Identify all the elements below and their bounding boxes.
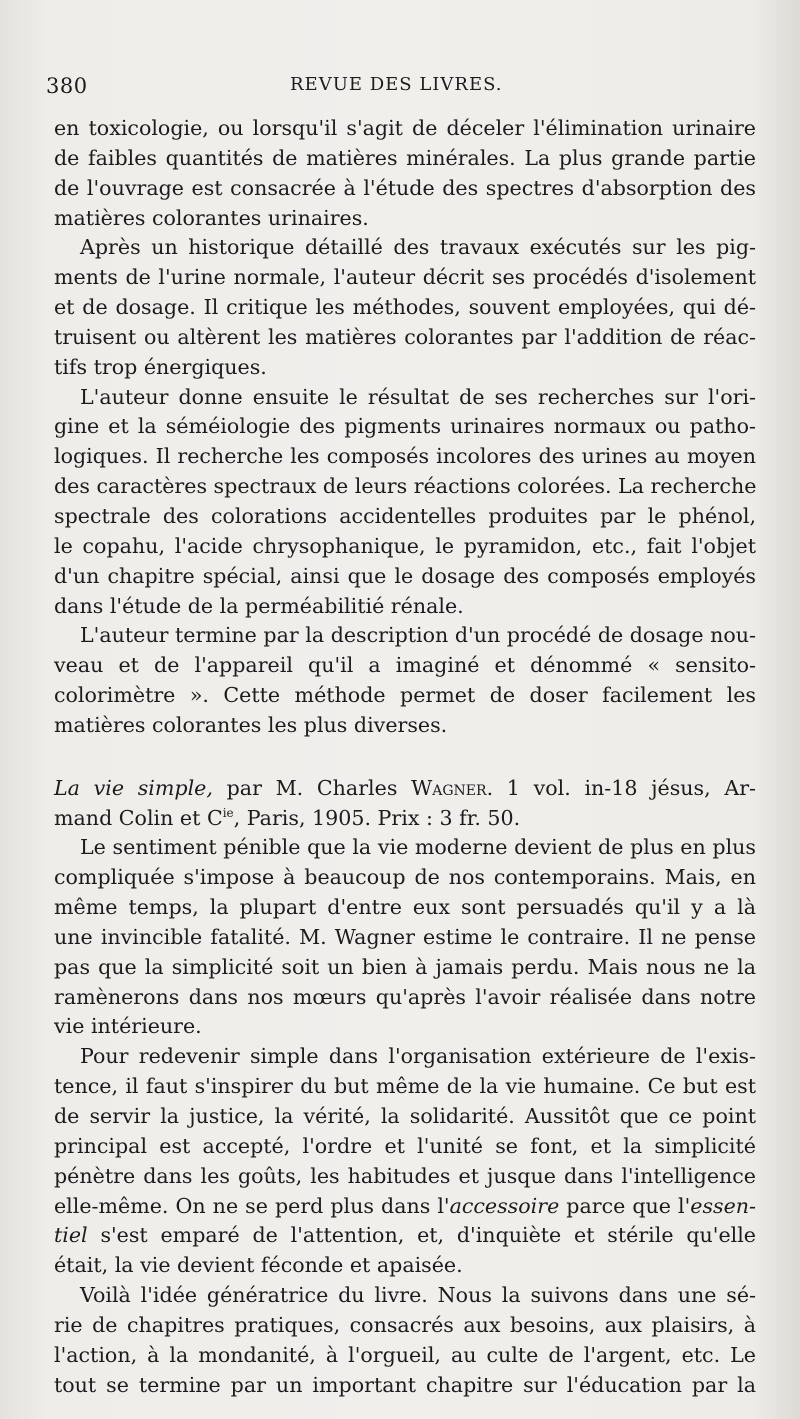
text-run: elle-même. On ne se perd plus dans l' bbox=[54, 1193, 450, 1218]
publisher: mand Colin et C bbox=[54, 805, 223, 830]
text-line: des caractères spectraux de leurs réactions colorées. La recherche bbox=[54, 474, 757, 499]
text-line bbox=[54, 1192, 756, 1222]
italic-term: tiel bbox=[54, 1223, 88, 1248]
text-line: tout se termine par un important chapitre sur l'éducation par la bbox=[54, 1372, 756, 1397]
text-line: pénètre dans les goûts, les habitudes et jusque dans l'intelligence bbox=[54, 1163, 756, 1188]
text-line: principal est accepté, l'ordre et l'unité se font, et la simplicité bbox=[54, 1133, 756, 1158]
running-head: REVUE DES LIVRES. bbox=[290, 74, 503, 95]
text-line: vie intérieure. bbox=[54, 1014, 202, 1039]
text-line: tence, il faut s'inspirer du but même de la vie humaine. Ce but est bbox=[54, 1074, 756, 1099]
text-line: spectrale des colorations accidentelles produites par le phénol, bbox=[54, 503, 756, 528]
text-line: dans l'étude de la perméabilitié rénale. bbox=[54, 593, 464, 618]
text-run: parce que l' bbox=[559, 1193, 691, 1218]
paragraph bbox=[54, 233, 756, 382]
text-line: le copahu, l'acide chrysophanique, le pyramidon, etc., fait l'objet bbox=[54, 533, 756, 558]
paragraph bbox=[54, 833, 756, 1042]
text-line: ramènerons dans nos mœurs qu'après l'avoir réalisée dans notre bbox=[54, 984, 756, 1009]
italic-term: essen- bbox=[690, 1193, 756, 1218]
text-line: pas que la simplicité soit un bien à jamais perdu. Mais nous ne la bbox=[54, 954, 756, 979]
text-line: même temps, la plupart d'entre eux sont persuadés qu'il y a là bbox=[54, 895, 756, 920]
text-line: une invincible fatalité. M. Wagner estime le contraire. Il ne pense bbox=[54, 924, 756, 949]
text-line: en toxicologie, ou lorsqu'il s'agit de déceler l'élimination urinaire bbox=[54, 116, 756, 140]
page-number: 380 bbox=[46, 74, 88, 98]
paragraph bbox=[54, 383, 756, 622]
text-line: était, la vie devient féconde et apaisée. bbox=[54, 1253, 463, 1278]
text-line: gine et la séméiologie des pigments urinaires normaux ou patho- bbox=[54, 414, 756, 439]
page-body bbox=[54, 114, 756, 1400]
book-title: La vie simple, bbox=[54, 775, 213, 800]
paragraph bbox=[54, 621, 756, 740]
text-line: de servir la justice, la vérité, la solidarité. Aussitôt que ce point bbox=[54, 1104, 756, 1128]
text-run: s'est emparé de l'attention, et, d'inquiète et stérile qu'elle bbox=[87, 1223, 756, 1248]
citation-line bbox=[54, 804, 756, 834]
publisher-sup: ie bbox=[222, 805, 234, 820]
paragraph bbox=[54, 1281, 756, 1400]
text-line: colorimètre ». Cette méthode permet de doser facilement les bbox=[54, 683, 756, 708]
text-line: compliquée s'impose à beaucoup de nos contemporains. Mais, en bbox=[54, 865, 756, 890]
text-line: Pour redevenir simple dans l'organisation extérieure de l'exis- bbox=[80, 1044, 756, 1069]
text-line: de faibles quantités de matières minérales. La plus grande partie bbox=[54, 145, 756, 170]
section-gap bbox=[54, 741, 756, 774]
text-line: Le sentiment pénible que la vie moderne devient de plus en plus bbox=[80, 835, 756, 860]
text-line: matières colorantes urinaires. bbox=[54, 205, 369, 230]
text-line: et de dosage. Il critique les méthodes, souvent employées, qui dé- bbox=[54, 295, 756, 320]
citation-details: . 1 vol. in-18 jésus, Ar- bbox=[486, 775, 757, 800]
text-line: truisent ou altèrent les matières colorantes par l'addition de réac- bbox=[54, 324, 756, 349]
citation-line bbox=[54, 774, 756, 804]
text-line: matières colorantes les plus diverses. bbox=[54, 712, 448, 737]
paragraph bbox=[54, 1042, 756, 1281]
page-header bbox=[46, 74, 754, 104]
text-line: L'auteur termine par la description d'un procédé de dosage nou- bbox=[80, 623, 756, 648]
text-line: ments de l'urine normale, l'auteur décrit ses procédés d'isolement bbox=[54, 265, 756, 290]
publication-info: , Paris, 1905. Prix : 3 fr. 50. bbox=[233, 805, 521, 830]
text-line: de l'ouvrage est consacrée à l'étude des spectres d'absorption des bbox=[54, 175, 756, 200]
text-line: d'un chapitre spécial, ainsi que le dosage des composés employés bbox=[54, 563, 756, 588]
italic-term: accessoire bbox=[449, 1193, 560, 1218]
text-line: Après un historique détaillé des travaux exécutés sur les pig- bbox=[80, 235, 756, 260]
text-line: tifs trop énergiques. bbox=[54, 354, 267, 379]
book-author: Wagner bbox=[411, 775, 487, 800]
paragraph bbox=[54, 114, 756, 233]
text-line bbox=[54, 1221, 756, 1251]
book-citation bbox=[54, 774, 756, 834]
citation-by: par M. Charles bbox=[226, 775, 398, 800]
text-line: Voilà l'idée génératrice du livre. Nous la suivons dans une sé- bbox=[80, 1283, 756, 1308]
text-line: L'auteur donne ensuite le résultat de ses recherches sur l'ori- bbox=[80, 384, 756, 409]
text-line: rie de chapitres pratiques, consacrés aux besoins, aux plaisirs, à bbox=[54, 1312, 756, 1337]
text-line: l'action, à la mondanité, à l'orgueil, au culte de l'argent, etc. Le bbox=[54, 1342, 756, 1367]
text-line: veau et de l'appareil qu'il a imaginé et dénommé « sensito- bbox=[54, 653, 756, 678]
text-line: logiques. Il recherche les composés incolores des urines au moyen bbox=[54, 444, 756, 469]
